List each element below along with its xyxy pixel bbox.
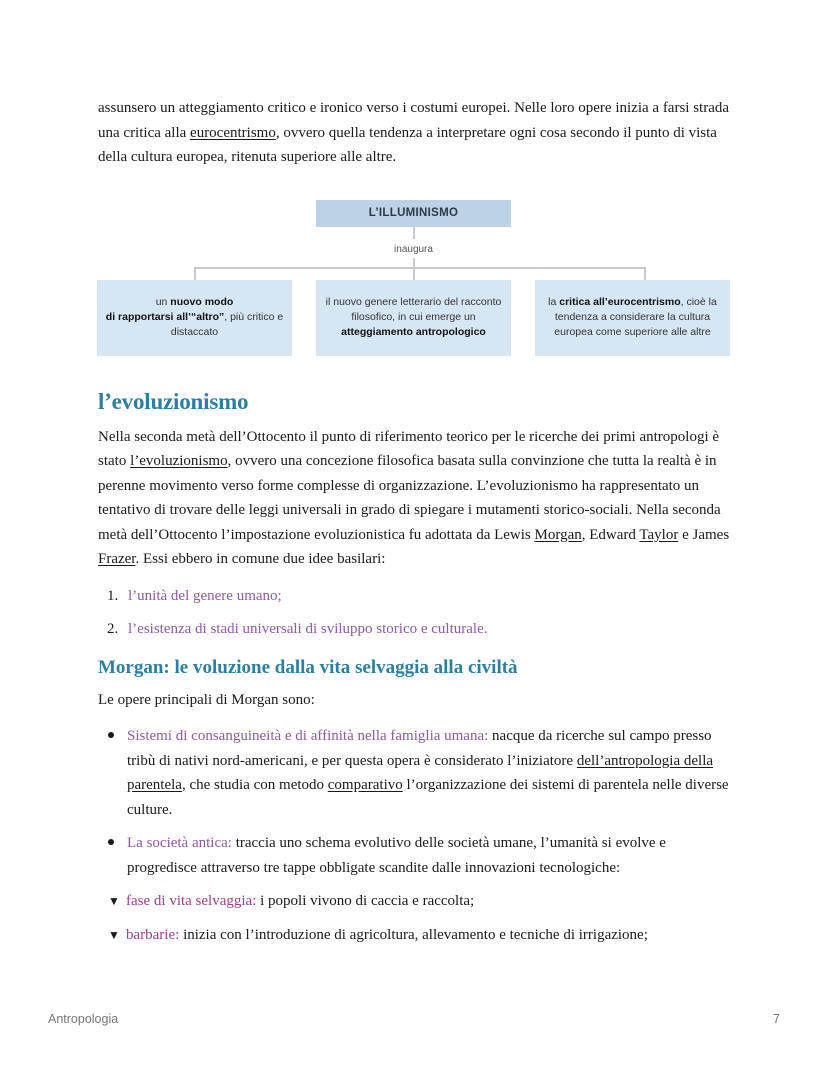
- text: , più critico e distaccato: [170, 311, 284, 338]
- page-footer: [48, 1012, 780, 1026]
- text: traccia uno schema evolutivo delle società umane, l’umanità si evolve e progredisce attraverso tre tappe obbligate scandite dalle innovazioni tecnologiche:: [127, 835, 666, 876]
- illuminismo-diagram: [97, 198, 737, 358]
- text: . Essi ebbero in comune due idee basilari:: [135, 551, 386, 567]
- intro-paragraph: [98, 96, 738, 170]
- text: la: [548, 296, 560, 308]
- bullet-icon: [98, 724, 127, 822]
- link-evoluzionismo[interactable]: l’evoluzionismo: [130, 453, 228, 469]
- connector-line: [194, 267, 196, 280]
- stage-item: [98, 889, 738, 914]
- link-antropologia-parentela[interactable]: dell’antropologia della parentela: [127, 752, 714, 793]
- diagram-box-2: [316, 280, 511, 356]
- link-comparativo[interactable]: comparativo: [327, 777, 403, 793]
- text: , ovvero quella tendenza a interpretare ogni cosa secondo il punto di vista della cultura europea, ritenuta superiore alle altre.: [98, 124, 717, 165]
- text: i popoli vivono di caccia e raccolta;: [256, 893, 475, 909]
- stage-title: barbarie:: [126, 926, 180, 943]
- list-item: [98, 617, 738, 641]
- text-bold: di rapportarsi all’“altro”: [105, 311, 225, 323]
- connector-line: [644, 267, 646, 280]
- subsection-title: Morgan: le voluzione dalla vita selvaggia alla civiltà: [98, 656, 518, 678]
- list-text: l’esistenza di stadi universali di sviluppo storico e culturale.: [128, 620, 488, 637]
- text: nacque da ricerche sul campo presso tribù di nativi nord-americani, e per questa opera è considerato l’iniziatore: [127, 728, 712, 769]
- list-item: [98, 831, 738, 880]
- section-title: l’evoluzionismo: [98, 388, 249, 414]
- text: l’organizzazione dei sistemi di parentela nelle diverse culture.: [127, 777, 729, 818]
- list-number: 2.: [107, 620, 119, 637]
- connector-line: [194, 267, 646, 269]
- numbered-list: [98, 584, 738, 641]
- connector-line: [413, 267, 415, 280]
- diagram-box-1: [97, 280, 292, 356]
- text: e James: [678, 526, 730, 543]
- triangle-down-icon: ▼: [108, 927, 120, 942]
- list-number: 1.: [107, 587, 119, 604]
- evoluzionismo-paragraph: [98, 425, 738, 572]
- list-item: [98, 724, 738, 822]
- page-number: 7: [773, 1012, 780, 1026]
- text-bold: atteggiamento antropologico: [341, 326, 486, 338]
- link-taylor[interactable]: Taylor: [639, 526, 679, 543]
- link-eurocentrismo[interactable]: eurocentrismo: [190, 124, 276, 141]
- work-title: Sistemi di consanguineità e di affinità nella famiglia umana:: [127, 728, 489, 744]
- list-item: [98, 584, 738, 608]
- triangle-down-icon: ▼: [108, 894, 120, 908]
- text: Nella seconda metà dell’Ottocento il punto di riferimento teorico per le ricerche dei primi antropologi è stato: [98, 428, 720, 469]
- bullet-icon: [98, 831, 127, 880]
- text: , che studia con metodo: [181, 777, 328, 793]
- text-bold: critica all’eurocentrismo: [559, 296, 681, 308]
- text: , Edward: [581, 526, 640, 543]
- text: , cioè la tendenza a considerare la cultura europea come superiore alle altre: [554, 296, 717, 338]
- text: il nuovo genere letterario del racconto filosofico, in cui emerge un: [325, 296, 502, 323]
- footer-title: Antropologia: [48, 1012, 119, 1026]
- diagram-title: L’ILLUMINISMO: [316, 200, 511, 227]
- text-bold: nuovo modo: [170, 296, 234, 308]
- diagram-connector-label: inaugura: [394, 243, 433, 255]
- list-text: l’unità del genere umano;: [128, 587, 282, 604]
- page-content: [98, 96, 738, 956]
- text: , ovvero una concezione filosofica basata sulla convinzione che tutta la realtà è in perenne movimento verso forme complesse di organizzazione. L’evoluzionismo ha rappresentato un tentativo di trovare delle leggi universali in grado di spiegare i mutamenti storico-sociali. Nella seconda metà dell’Ottocento l’impostazione evoluzionistica fu adottata da Lewis: [98, 453, 721, 543]
- stage-title: fase di vita selvaggia:: [126, 893, 257, 909]
- work-title: La società antica:: [127, 835, 232, 851]
- stage-item: [98, 923, 738, 948]
- link-morgan[interactable]: Morgan: [534, 526, 582, 543]
- text: un: [155, 296, 171, 308]
- link-frazer[interactable]: Frazer: [98, 551, 136, 567]
- connector-line: [413, 227, 415, 239]
- text: inizia con l’introduzione di agricoltura, allevamento e tecniche di irrigazione;: [179, 926, 648, 943]
- diagram-box-3: [535, 280, 730, 356]
- bullet-list: [98, 724, 738, 880]
- text: assunsero un atteggiamento critico e ironico verso i costumi europei. Nelle loro opere inizia a farsi strada una critica alla: [98, 100, 730, 141]
- morgan-intro: Le opere principali di Morgan sono:: [98, 691, 315, 708]
